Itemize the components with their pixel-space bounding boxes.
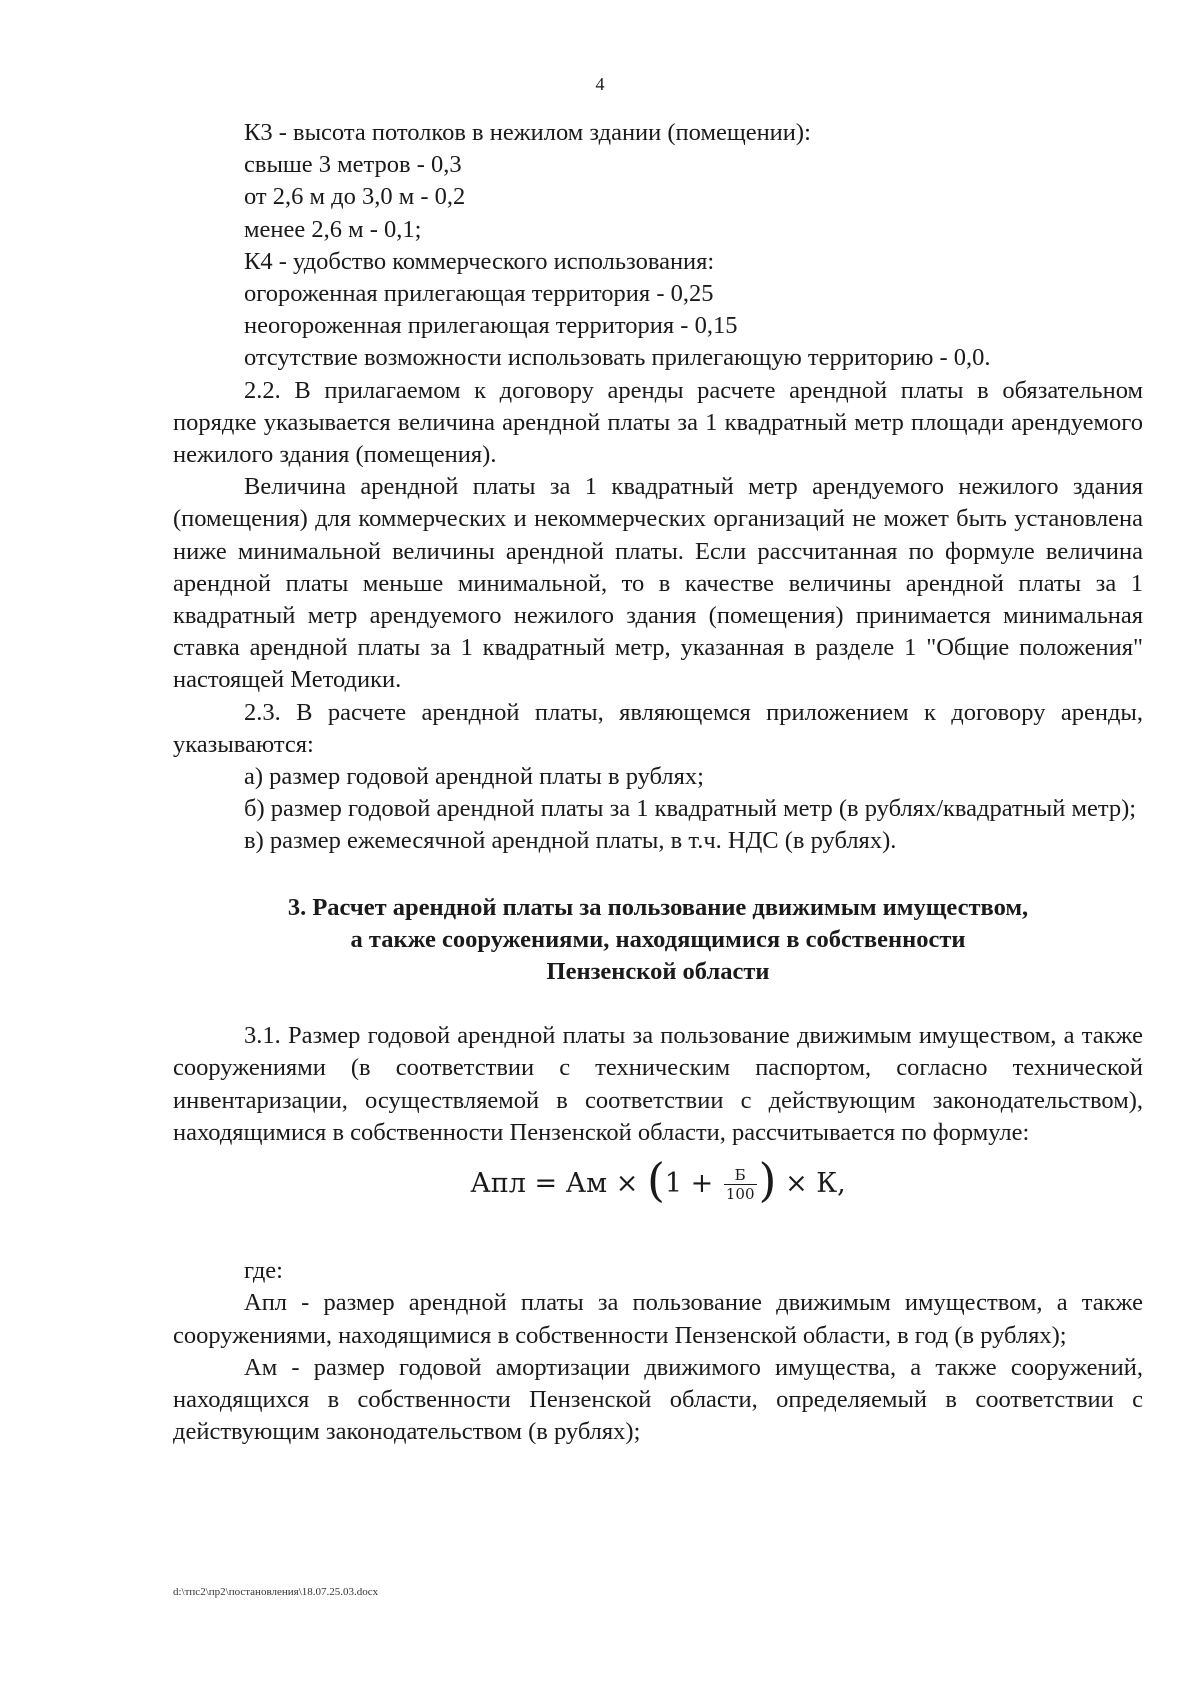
paragraph-2-3: 2.3. В расчете арендной платы, являющемся приложением к договору аренды, указываются: xyxy=(173,698,1143,758)
paragraph-3-1: 3.1. Размер годовой арендной платы за пользование движимым имуществом, а также сооружениями (в соответствии с техническим паспортом, согласно технической инвентаризации, осуществляемой в соответствии с действующим законодательством), находящимися в собственности Пензенской области, рассчитывается по формуле: xyxy=(173,1022,1143,1146)
heading-line-2: а также сооружениями, находящимися в собственности xyxy=(350,925,966,953)
formula-lhs: Апл xyxy=(470,1168,526,1200)
k3-title: К3 - высота потолков в нежилом здании (помещении): xyxy=(244,119,811,146)
formula-fraction xyxy=(724,1166,757,1203)
section-3-heading xyxy=(173,892,1143,989)
k4-title: К4 - удобство коммерческого использования: xyxy=(244,247,715,275)
formula-tail: × К, xyxy=(785,1168,846,1200)
heading-line-3: Пензенской области xyxy=(546,958,770,986)
list-item-a: а) размер годовой арендной платы в рублях; xyxy=(244,763,704,791)
k3-option-1: свыше 3 метров - 0,3 xyxy=(244,151,462,179)
where-label: где: xyxy=(244,1257,283,1285)
k4-option-2: неогороженная прилегающая территория - 0,15 xyxy=(244,312,738,340)
paragraph-2-2: 2.2. В прилагаемом к договору аренды расчете арендной платы в обязательном порядке указывается величина арендной платы за 1 квадратный метр площади арендуемого нежилого здания (помещения). xyxy=(173,376,1143,469)
heading-line-1: 3. Расчет арендной платы за пользование движимым имуществом, xyxy=(287,893,1029,921)
formula-equals: = xyxy=(534,1168,558,1200)
list-item-b: б) размер годовой арендной платы за 1 квадратный метр (в рублях/квадратный метр); xyxy=(244,795,1137,823)
paragraph-min-rate: Величина арендной платы за 1 квадратный метр арендуемого нежилого здания (помещения) для коммерческих и некоммерческих организаций не может быть установлена ниже минимальной величины арендной платы. Если рассчитанная по формуле величина арендной платы меньше минимальной, то в качестве величины арендной платы за 1 квадратный метр арендуемого нежилого здания (помещения) принимается минимальная ставка арендной платы за 1 квадратный метр, указанная в разделе 1 "Общие положения" настоящей Методики. xyxy=(173,473,1143,694)
fraction-numerator: Б xyxy=(724,1166,757,1185)
definition-am: Ам - размер годовой амортизации движимого имущества, а также сооружений, находящихся в собственности Пензенской области, определяемый в соответствии с действующим законодательством (в рублях); xyxy=(173,1353,1143,1446)
k3-option-3: менее 2,6 м - 0,1; xyxy=(244,215,422,243)
formula-close-paren: ) xyxy=(758,1153,777,1208)
formula-one-plus: 1 + xyxy=(664,1168,714,1200)
rent-formula xyxy=(173,1153,1143,1207)
k3-option-2: от 2,6 м до 3,0 м - 0,2 xyxy=(244,183,466,211)
definition-apl: Апл - размер арендной платы за пользование движимым имуществом, а также сооружениями, находящимися в собственности Пензенской области, в год (в рублях); xyxy=(173,1289,1143,1349)
formula-am: Ам xyxy=(565,1168,608,1200)
fraction-denominator: 100 xyxy=(725,1185,755,1204)
page-number: 4 xyxy=(595,74,605,94)
k4-option-3: отсутствие возможности использовать прилегающую территорию - 0,0. xyxy=(244,344,991,372)
formula-times: × xyxy=(615,1168,639,1200)
list-item-v: в) размер ежемесячной арендной платы, в т.ч. НДС (в рублях). xyxy=(244,827,897,855)
document-body xyxy=(173,117,1143,1448)
k4-option-1: огороженная прилегающая территория - 0,25 xyxy=(244,280,714,308)
footer-file-path: d:\тпс2\пр2\постановления\18.07.25.03.docx xyxy=(173,1586,379,1598)
formula-open-paren: ( xyxy=(646,1153,665,1208)
